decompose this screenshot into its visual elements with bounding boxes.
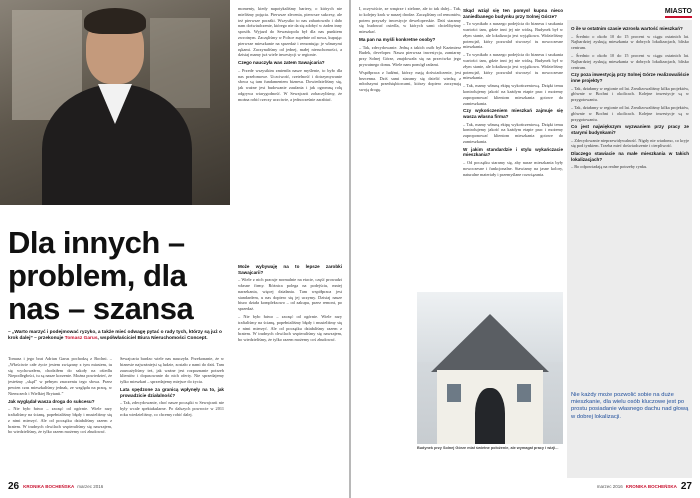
article-column-3: Może wybywaję na to lepsze zarobki Sawajcarii? – Wiele z nich pracuje normalnie na etacie, część prowadzi własne firmy. Różnica polega na podejściu, mniej narzekania, więcej działania. Tam współpraca jest standardem, u nas dopiero się jej uczymy. Dzisiaj nasze biuro działa kompleksowo – od zakupu, przez remont, po sprzedaż. – Nie było łatwo – zaczęć od ogórnie. Wiele razy trafialiśmy na ścianę, popełnialiśmy błędy i musieliśmy się z nimi mierzyć. Ale od początku działaliśmy razem z bratem. W trudnych chwilach wspieraliśmy się nawzajem, bo wiedzieliśmy, że tylko razem możemy coś zbudować.	[238, 264, 342, 343]
right-footer	[597, 481, 692, 492]
magazine-name: KRONIKA BOCHEŃSKA	[23, 484, 75, 489]
issue-date: marzec 2016	[596, 484, 623, 489]
issue-date: marzec 2016	[77, 484, 104, 489]
sidebar-column: O ile w ostatnim czasie wzrosła wartość mieszkań? – Średnio o około 10 do 15 procent w ciągu ostatnich lat. Najbardziej zyskują mieszkania w dobrych lokalizacjach, blisko centrum. – Średnio o około 10 do 15 procent w ciągu ostatnich lat. Najbardziej zyskują mieszkania w dobrych lokalizacjach, blisko centrum. Czy poza inwestycją przy Solnej Górze realizowaliście inne projekty? – Tak, działamy w regionie od lat. Zrealizowaliśmy kilka projektów, głównie w Bochni i okolicach. Kolejne inwestycje są w przygotowaniu. – Tak, działamy w regionie od lat. Zrealizowaliśmy kilka projektów, głównie w Bochni i okolicach. Kolejne inwestycje są w przygotowaniu. Co jest największym wyzwaniem przy pracy ze starymi budynkami? – Zdecydowanie nieprzewidywalność. Nigdy nie wiadomo, co kryje się pod tynkiem. Trzeba mieć doświadczenie i cierpliwość. Dlaczego stawiacie na małe mieszkania w takich lokalizacjach? – Bo odpowiadają na realne potrzeby rynku.	[571, 26, 689, 170]
article-column-5: Skąd wziął się ten pomysł kupna nieco zaniedbanego budynku przy Solnej Górze? – To wynikało z naszego podejścia do biznesu i szukania wartości tam, gdzie inni jej nie widzą. Budynek był w złym stanie, ale lokalizacja jest wyjątkowa. Widzieliśmy potencjał, który pozwalał stworzyć tu nowoczesne mieszkania. – To wynikało z naszego podejścia do biznesu i szukania wartości tam, gdzie inni jej nie widzą. Budynek był w złym stanie, ale lokalizacja jest wyjątkowa. Widzieliśmy potencjał, który pozwalał stworzyć tu nowoczesne mieszkania. – Tak, mamy własną ekipę wykończeniową. Dzięki temu kontrolujemy jakość na każdym etapie prac i możemy zaproponować klientom mieszkania gotowe do zamieszkania. Czy wykończeniem mieszkań zajmuje się wasza własna firma? – Tak, mamy własną ekipę wykończeniową. Dzięki temu kontrolujemy jakość na każdym etapie prac i możemy zaproponować klientom mieszkania gotowe do zamieszkania. W jakim standardzie i stylu wykańczacie mieszkania? – Od początku staramy się, aby nasze mieszkania były nowoczesne i funkcjonalne. Stawiamy na jasne kolory, naturalne materiały i przemyślane rozwiązania.	[463, 8, 563, 177]
sidebar-pull-text: Nie każdy może pozwolić sobie na duże mieszkanie, dla wielu osób kluczowe jest po prostu posiadanie własnego dachu nad głową w dobrej lokalizacji.	[571, 392, 689, 420]
article-column-4: I, oczywiście, ze wnętrze i zielone, ale to tak dalej... Tak, to kolejny krok w naszej drodze. Zaczęliśmy od remontów, potem przyszły inwestycje deweloperskie. Dziś staramy się budować osiedla, w których sami chcielibyśmy mieszkać. Ma pan na myśli konkretne osoby? – Tak, zdecydowanie. Jedną z takich osób był Kazimierz Budek, developer. Nasza pierwsza inwestycja, zamiarny przy Solnej Górze, znajdowała się na przeciwko jego prywatnego domu. Wiele nam pomógł radami. Współpraca z ludźmi, którzy mają doświadczenie, jest bezcenna. Dziś sami staramy się dzielić wiedzą z młodszymi przedsiębiorcami, którzy dopiero zaczynają swoją drogę.	[359, 6, 461, 93]
section-label: MIASTO	[665, 8, 692, 18]
article-headline: Dla innych – problem, dla nas – szansa	[8, 225, 194, 326]
magazine-name: KRONIKA BOCHEŃSKA	[625, 484, 677, 489]
left-footer	[8, 481, 103, 492]
article-column-1: Tomasz i jego brat Adrian Garus pochodzą z Bochni. – „Właściwie całe życie jestem związany z tym miastem, tu się wychowałem, chodziłem do szkoły na ośiedlu Niepodległości, tu są nasze korzenie. Można powiedzieć, że jesteśmy „skąd” w pełnym znaczeniu tego słowa. Przez pewien czas mieszkaliśmy jednak, ze względu na pracę, w Niemczech i Wielkiej Brytanii.” Jak wyglądał wasza droga do sukcesu? – Nie było łatwo – zaczęć od ogórnie. Wiele razy trafialiśmy na ścianę, popełnialiśmy błędy i musieliśmy się z nimi mierzyć. Ale od początku działaliśmy razem z bratem. W trudnych chwilach wspieraliśmy się nawzajem, bo wiedzieliśmy, że tylko razem możemy coś zbudować.	[8, 356, 112, 435]
portrait-photo	[0, 0, 230, 205]
photo-caption: Budynek przy Solnej Górze miał świetne położenie, ale wymagał pracy i wizji...	[417, 446, 559, 450]
article-lead: – „Warto marzyć i podejmować ryzyko, a także mieć odwagę pytać o rady tych, którzy są już o krok dalej” – przekonuje Tomasz Garus, współwłaściciel Biura Nieruchomości Concept.	[8, 330, 222, 341]
page-number: 27	[680, 481, 692, 492]
article-column-1b: Sewajcaria bardzo wiele nas nauczyła. Przekonanie, że w biznesie najważniejsi są ludzie, zostało z nami do dziś. Tam zauważyliśmy też, jak ważne jest rozpoznanie potrzeb klientów i dopasowanie do nich oferty. Nie sprzedajemy tylko mieszkań – sprzedajemy miejsce do życia. Lata spędzone za granicą wpłynęły na to, jak prowadzicie działalność? – Tak, zdecydowanie, choć nasze początki w Sewajcarii nie były wcale spektakularne. Po dalszych powrocie w 2011 roku wiedzieliśmy, co chcemy robić dalej.	[120, 356, 224, 417]
right-page	[351, 0, 700, 498]
building-photo	[417, 292, 563, 444]
page-number: 26	[8, 481, 20, 492]
left-page	[0, 0, 349, 498]
article-column-2: momenty, kiedy napotykaliśmy bariery, o których nie mieliśmy pojęcia. Pierwsze zlecenia, pierwsze sukcesy, ale też pierwsze porażki. Wszystko to nas zahartowało i dało nam doświadczenie, którego nie da się zdobyć w żaden inny sposób. Wyjazd do Sewastopola był dla nas punktem zwrotnym. Zaczęliśmy w Polsce zupełnie od nowa, kupując pierwsze mieszkanie na sprzedaż i remontując je własnymi rękami. Zaczynaliśmy od jednej, małej nieruchomości, a dzisiaj mamy już wiele inwestycji w regionie. Czego nauczyła was zatem Sawajcaria? – Przede wszystkim zmieniła nasze myślenie, to było dla nas przełomowe. Uczciwość, rzetelność i dotrzymywanie słowa są tam fundamentem biznesu. Dowiedzieliśmy się, jak ważne jest budowanie zaufania i jak ogromną rolę odgrywa wiarygodność. W Sewajcarii zobaczyliśmy, że można robić rzeczy uczciwie, a jednocześnie zarabiać.	[238, 6, 342, 102]
